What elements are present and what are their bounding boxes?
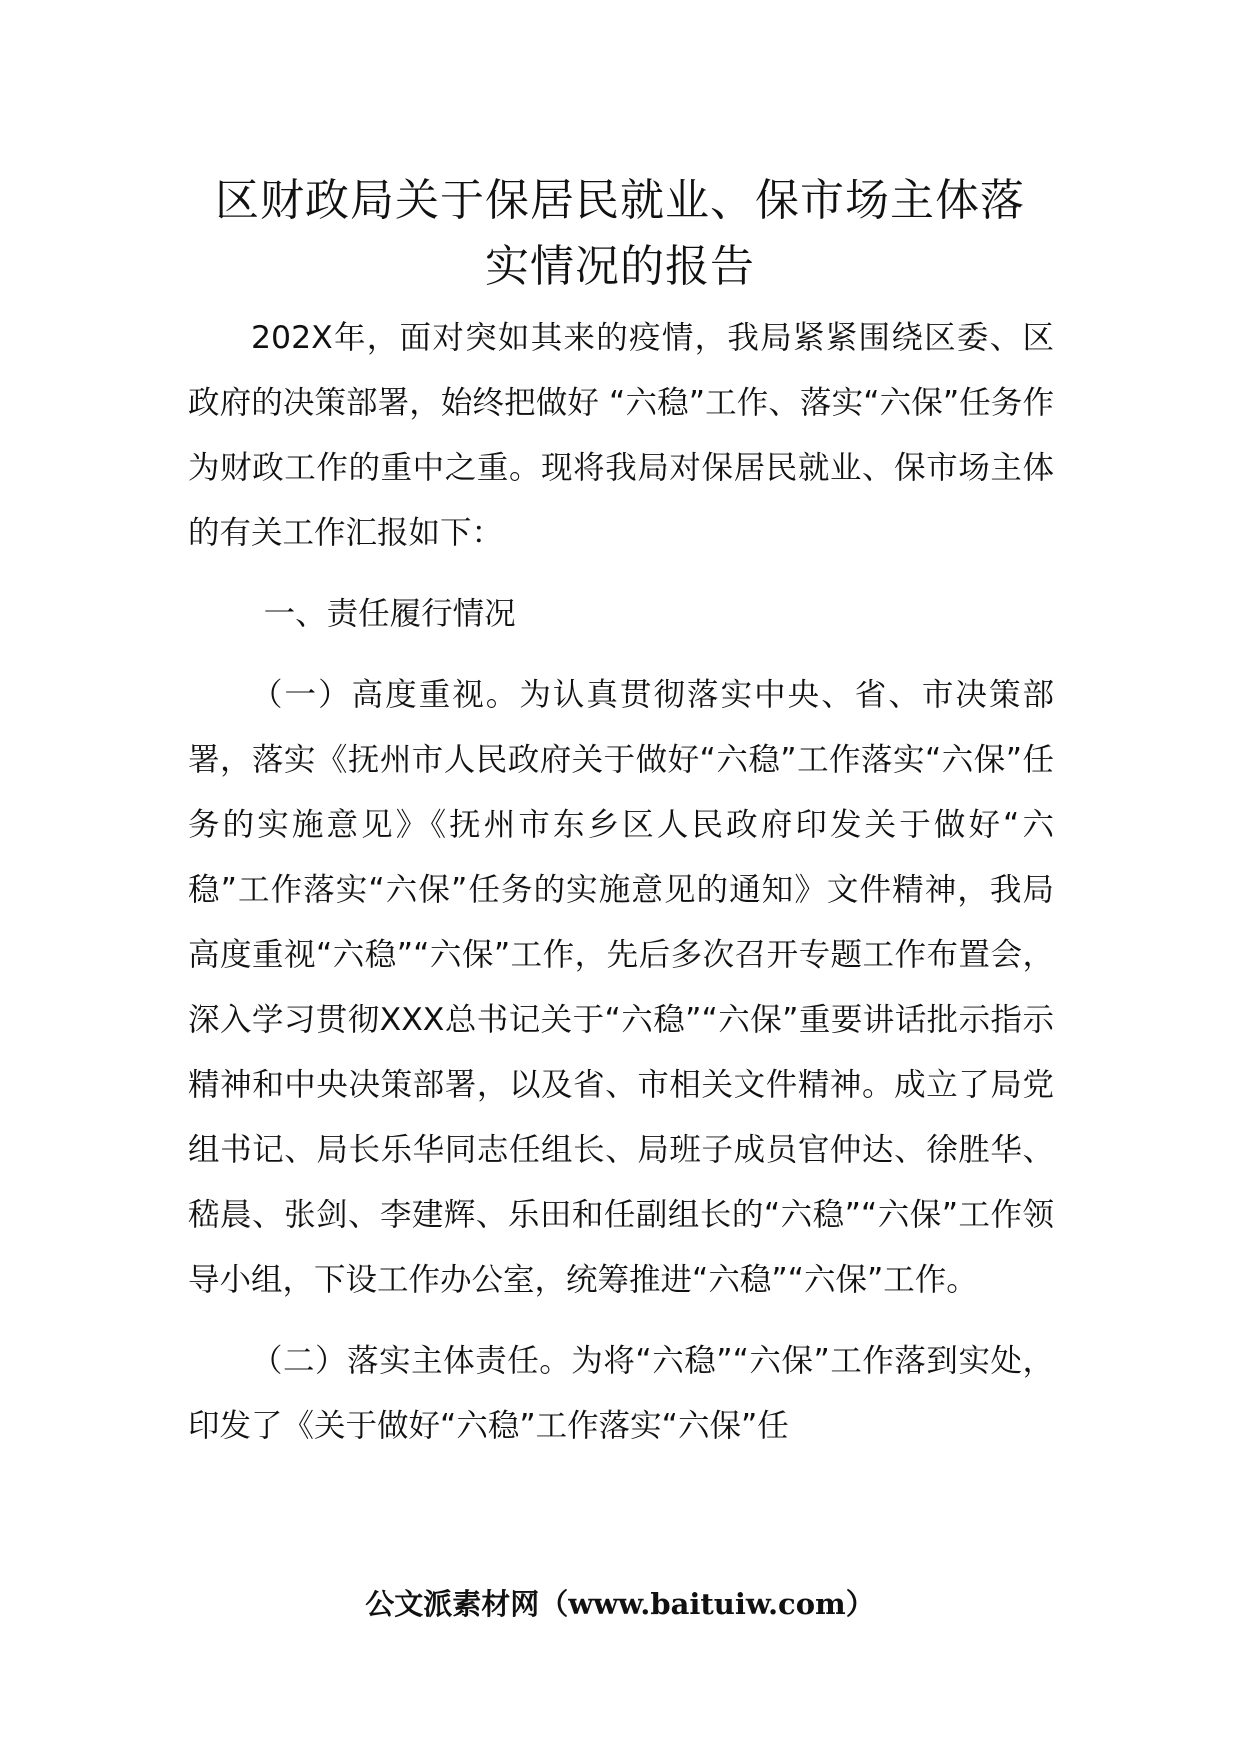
document-body [188,306,1054,1459]
paragraph-1: （一）高度重视。为认真贯彻落实中央、省、市决策部署，落实《抚州市人民政府关于做好“六稳”工作落实“六保”任务的实施意见》《抚州市东乡区人民政府印发关于做好“六稳”工作落实“六保”任务的实施意见的通知》文件精神，我局高度重视“六稳”“六保”工作，先后多次召开专题工作布置会，深入学习贯彻XXX总书记关于“六稳”“六保”重要讲话批示指示精神和中央决策部署，以及省、市相关文件精神。成立了局党组书记、局长乐华同志任组长、局班子成员官仲达、徐胜华、嵇晨、张剑、李建辉、乐田和任副组长的“六稳”“六保”工作领导小组，下设工作办公室，统筹推进“六稳”“六保”工作。 [188,677,1054,1298]
title-line-1: 区财政局关于保居民就业、保市场主体落 [215,175,1025,226]
paragraph-2: （二）落实主体责任。为将“六稳”“六保”工作落到实处，印发了《关于做好“六稳”工作落实“六保”任 [188,1343,1054,1444]
intro-paragraph: 202X年，面对突如其来的疫情，我局紧紧围绕区委、区政府的决策部署，始终把做好 “六稳”工作、落实“六保”任务作为财政工作的重中之重。现将我局对保居民就业、保市场主体的有关工作汇报如下： [188,320,1054,551]
footer-watermark: 公文派素材网（www.baituiw.com） [365,1587,875,1621]
document-title [150,168,1090,300]
title-line-2: 实情况的报告 [485,241,755,292]
section-heading-1: 一、责任履行情况 [263,596,516,632]
